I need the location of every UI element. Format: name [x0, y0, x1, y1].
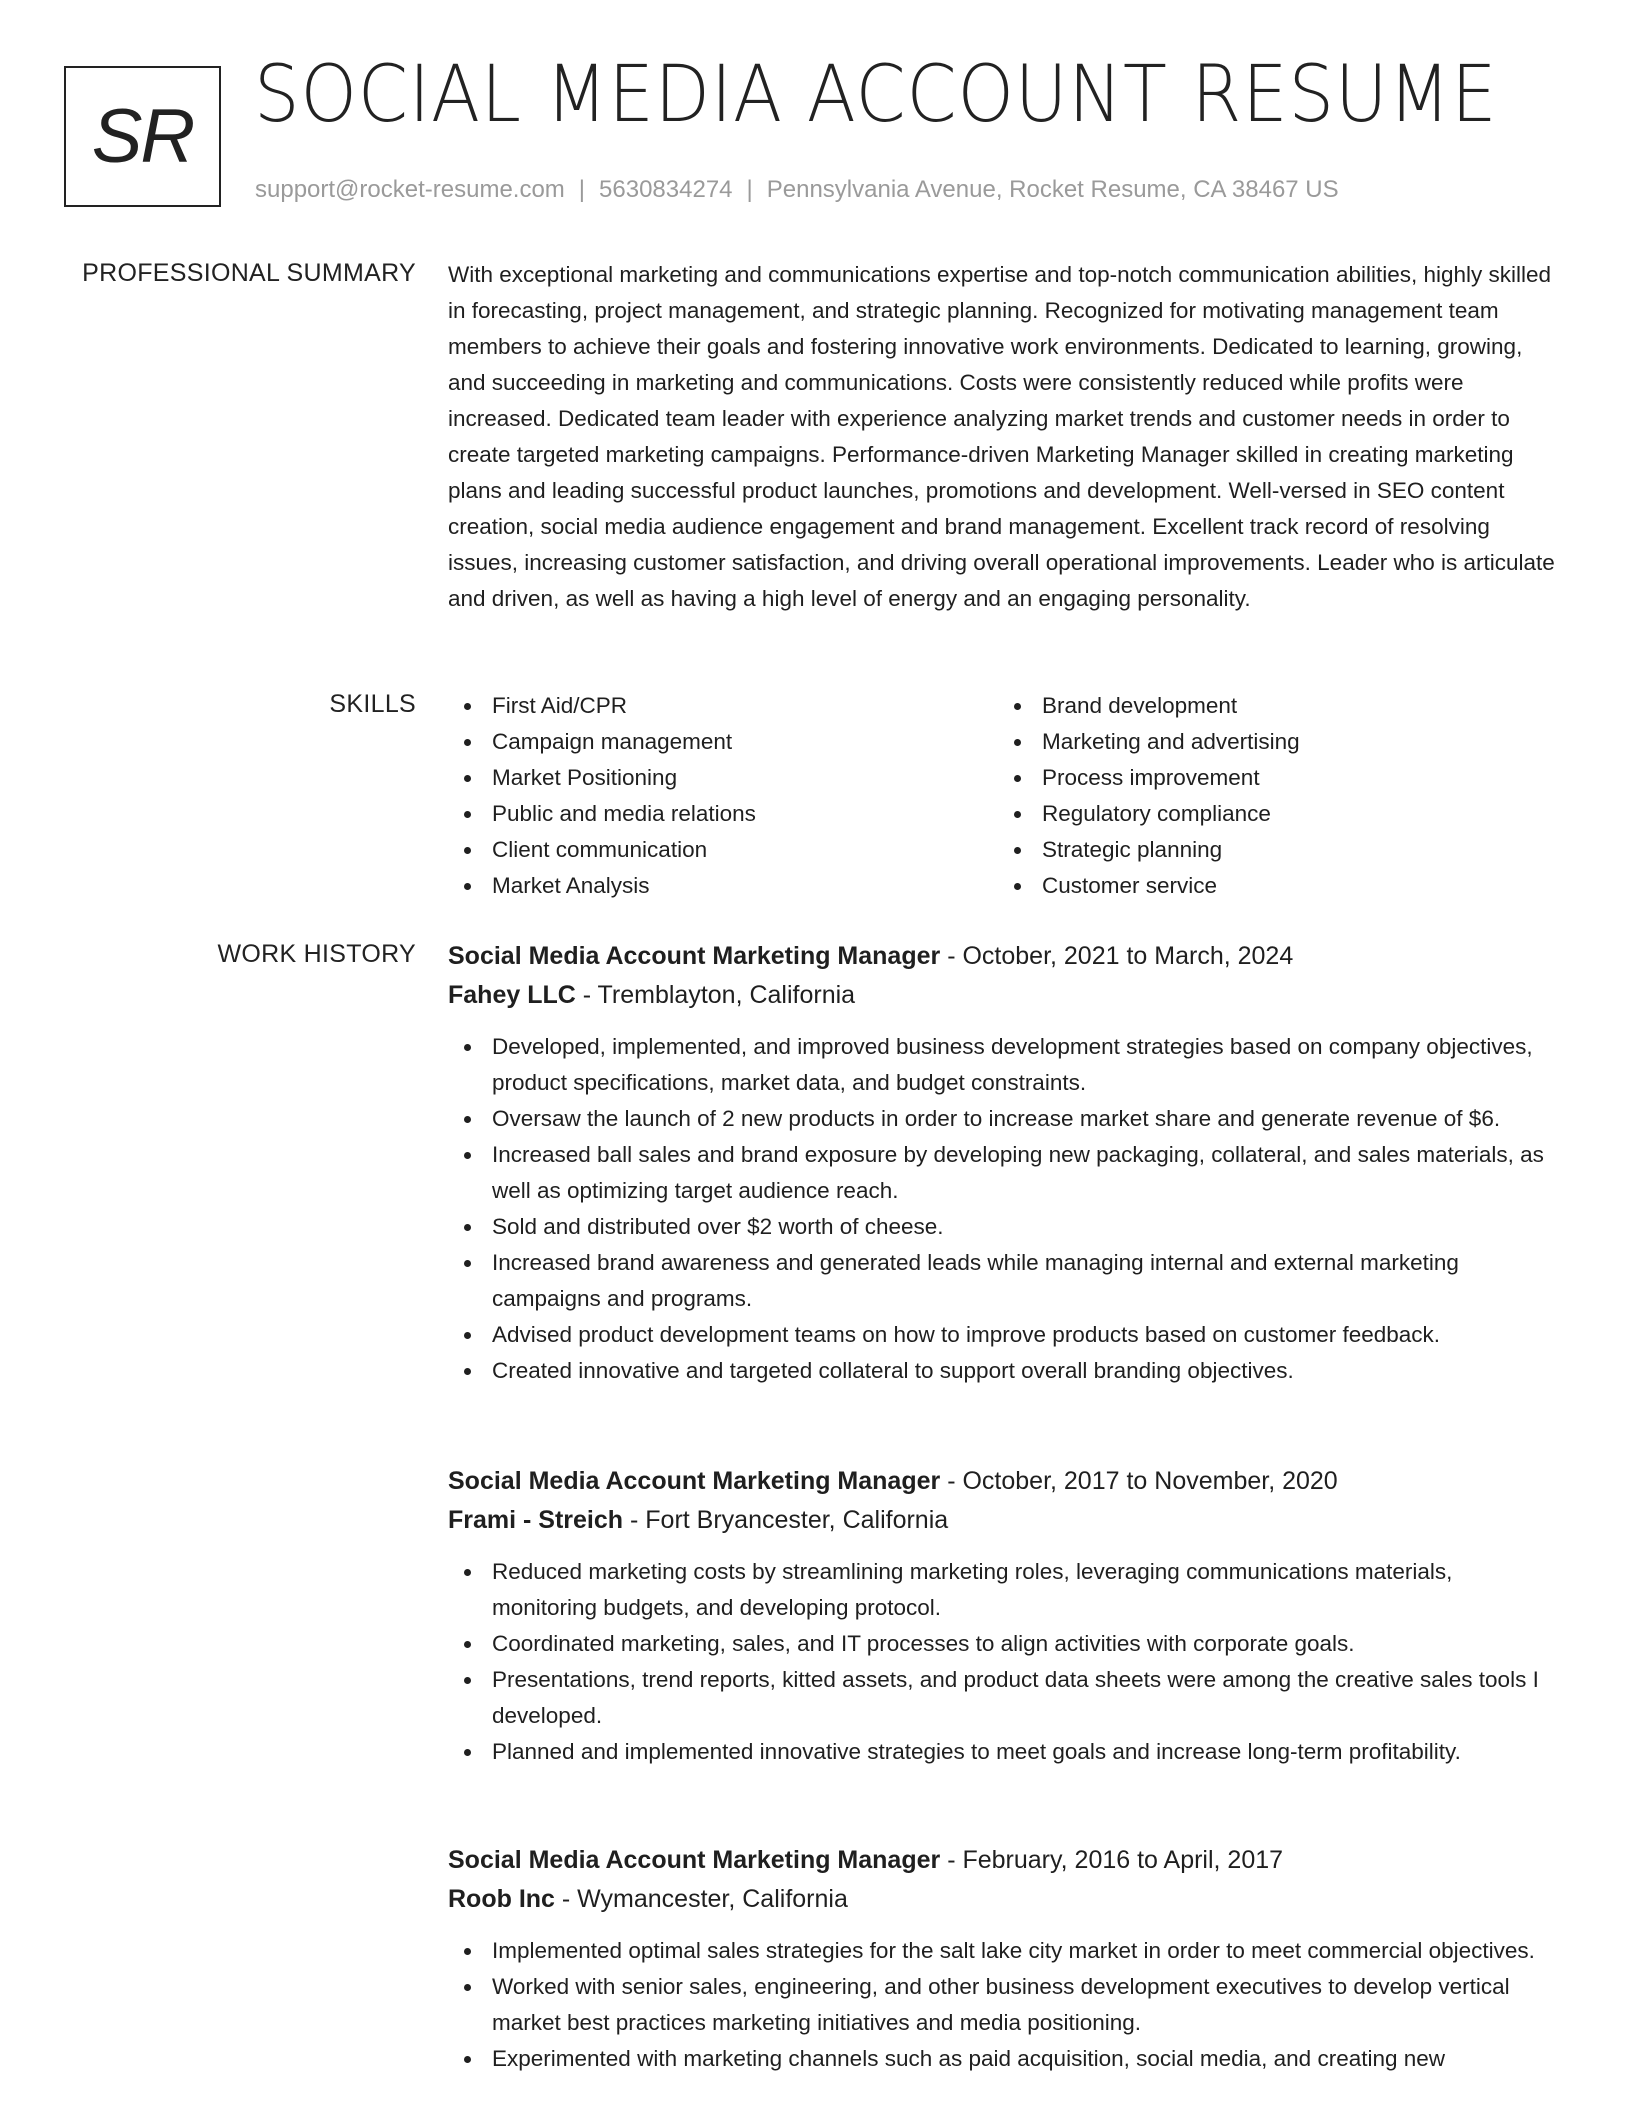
- job-bullet: Increased brand awareness and generated leads while managing internal and external marketing campaigns and programs.: [448, 1245, 1560, 1317]
- skill-item: Regulatory compliance: [998, 796, 1548, 832]
- contact-line: [255, 176, 1339, 204]
- skill-item: Market Analysis: [448, 868, 998, 904]
- summary-text: With exceptional marketing and communications expertise and top-notch communication abilities, highly skilled in forecasting, project management, and strategic planning. Recognized for motivating management team members to achieve their goals and fostering innovative work environments. Dedicated to learning, growing, and succeeding in marketing and communications. Costs were consistently reduced while profits were increased. Dedicated team leader with experience analyzing market trends and customer needs in order to create targeted marketing campaigns. Performance-driven Marketing Manager skilled in creating marketing plans and leading successful product launches, promotions and development. Well-versed in SEO content creation, social media audience engagement and brand management. Excellent track record of resolving issues, increasing customer satisfaction, and driving overall operational improvements. Leader who is articulate and driven, as well as having a high level of energy and an engaging personality.: [448, 262, 1555, 611]
- job-company: Frami - Streich: [448, 1506, 624, 1534]
- job-location: - Wymancester, California: [554, 1885, 848, 1913]
- job-company-line: [448, 1880, 1560, 1919]
- job-bullet: Increased ball sales and brand exposure by developing new packaging, collateral, and sales materials, as well as optimizing target audience reach.: [448, 1137, 1560, 1209]
- skills-section-label: SKILLS: [329, 690, 416, 718]
- skills-section: [448, 688, 1560, 904]
- contact-separator: |: [746, 176, 753, 203]
- skill-item: Brand development: [998, 688, 1548, 724]
- summary-section-label: PROFESSIONAL SUMMARY: [82, 259, 416, 287]
- skill-item: Campaign management: [448, 724, 998, 760]
- job-company: Roob Inc: [448, 1885, 555, 1913]
- work-history-section-label: WORK HISTORY: [217, 940, 416, 968]
- job-location: - Tremblayton, California: [575, 981, 856, 1009]
- job-bullet: Sold and distributed over $2 worth of cheese.: [448, 1209, 1560, 1245]
- job-title: Social Media Account Marketing Manager: [448, 942, 941, 970]
- job-bullet: Advised product development teams on how to improve products based on customer feedback.: [448, 1317, 1560, 1353]
- job-bullet: Created innovative and targeted collateral to support overall branding objectives.: [448, 1353, 1560, 1389]
- job-bullet: Planned and implemented innovative strategies to meet goals and increase long-term profitability.: [448, 1734, 1560, 1770]
- summary-section: [448, 257, 1560, 617]
- contact-separator: |: [578, 176, 586, 203]
- job-bullet: Developed, implemented, and improved business development strategies based on company objectives, product specifications, market data, and budget constraints.: [448, 1029, 1560, 1101]
- job-title-line: [448, 937, 1560, 976]
- skill-item: Market Positioning: [448, 760, 998, 796]
- job-dates: - October, 2017 to November, 2020: [940, 1467, 1338, 1495]
- skill-item: Client communication: [448, 832, 998, 868]
- job-bullets: [448, 1554, 1560, 1770]
- job-title: Social Media Account Marketing Manager: [448, 1846, 941, 1874]
- job-bullets: [448, 1933, 1560, 2077]
- job-bullet: Worked with senior sales, engineering, and other business development executives to develop vertical market best practices marketing initiatives and media positioning.: [448, 1969, 1560, 2041]
- job-location: - Fort Bryancester, California: [623, 1506, 949, 1534]
- job-title-line: [448, 1462, 1560, 1501]
- job-bullet: Implemented optimal sales strategies for the salt lake city market in order to meet commercial objectives.: [448, 1933, 1560, 1969]
- skills-list-left: [448, 688, 998, 904]
- job-bullet: Presentations, trend reports, kitted assets, and product data sheets were among the creative sales tools I developed.: [448, 1662, 1560, 1734]
- skill-item: Customer service: [998, 868, 1548, 904]
- monogram-logo: SR: [64, 66, 221, 207]
- contact-email: support@rocket-resume.com: [255, 176, 565, 203]
- skill-item: Process improvement: [998, 760, 1548, 796]
- job-company-line: [448, 1501, 1560, 1540]
- job-title-line: [448, 1841, 1560, 1880]
- job-entry: [448, 1841, 1560, 2077]
- job-bullet: Reduced marketing costs by streamlining marketing roles, leveraging communications materials, monitoring budgets, and developing protocol.: [448, 1554, 1560, 1626]
- job-bullets: [448, 1029, 1560, 1389]
- job-bullet: Coordinated marketing, sales, and IT processes to align activities with corporate goals.: [448, 1626, 1560, 1662]
- skills-columns: [448, 688, 1560, 904]
- job-dates: - October, 2021 to March, 2024: [940, 942, 1294, 970]
- job-bullet: Oversaw the launch of 2 new products in order to increase market share and generate revenue of $6.: [448, 1101, 1560, 1137]
- job-entry: [448, 937, 1560, 1389]
- skill-item: First Aid/CPR: [448, 688, 998, 724]
- contact-phone: 5630834274: [599, 176, 733, 203]
- job-company: Fahey LLC: [448, 981, 576, 1009]
- job-company-line: [448, 976, 1560, 1015]
- skill-item: Marketing and advertising: [998, 724, 1548, 760]
- job-dates: - February, 2016 to April, 2017: [940, 1846, 1284, 1874]
- job-title: Social Media Account Marketing Manager: [448, 1467, 941, 1495]
- job-bullet: Experimented with marketing channels such as paid acquisition, social media, and creating new: [448, 2041, 1560, 2077]
- job-entry: [448, 1462, 1560, 1770]
- contact-address: Pennsylvania Avenue, Rocket Resume, CA 38467 US: [766, 176, 1339, 203]
- skills-list-right: [998, 688, 1548, 904]
- resume-title: SOCIAL MEDIA ACCOUNT RESUME: [254, 50, 1498, 140]
- skill-item: Strategic planning: [998, 832, 1548, 868]
- skill-item: Public and media relations: [448, 796, 998, 832]
